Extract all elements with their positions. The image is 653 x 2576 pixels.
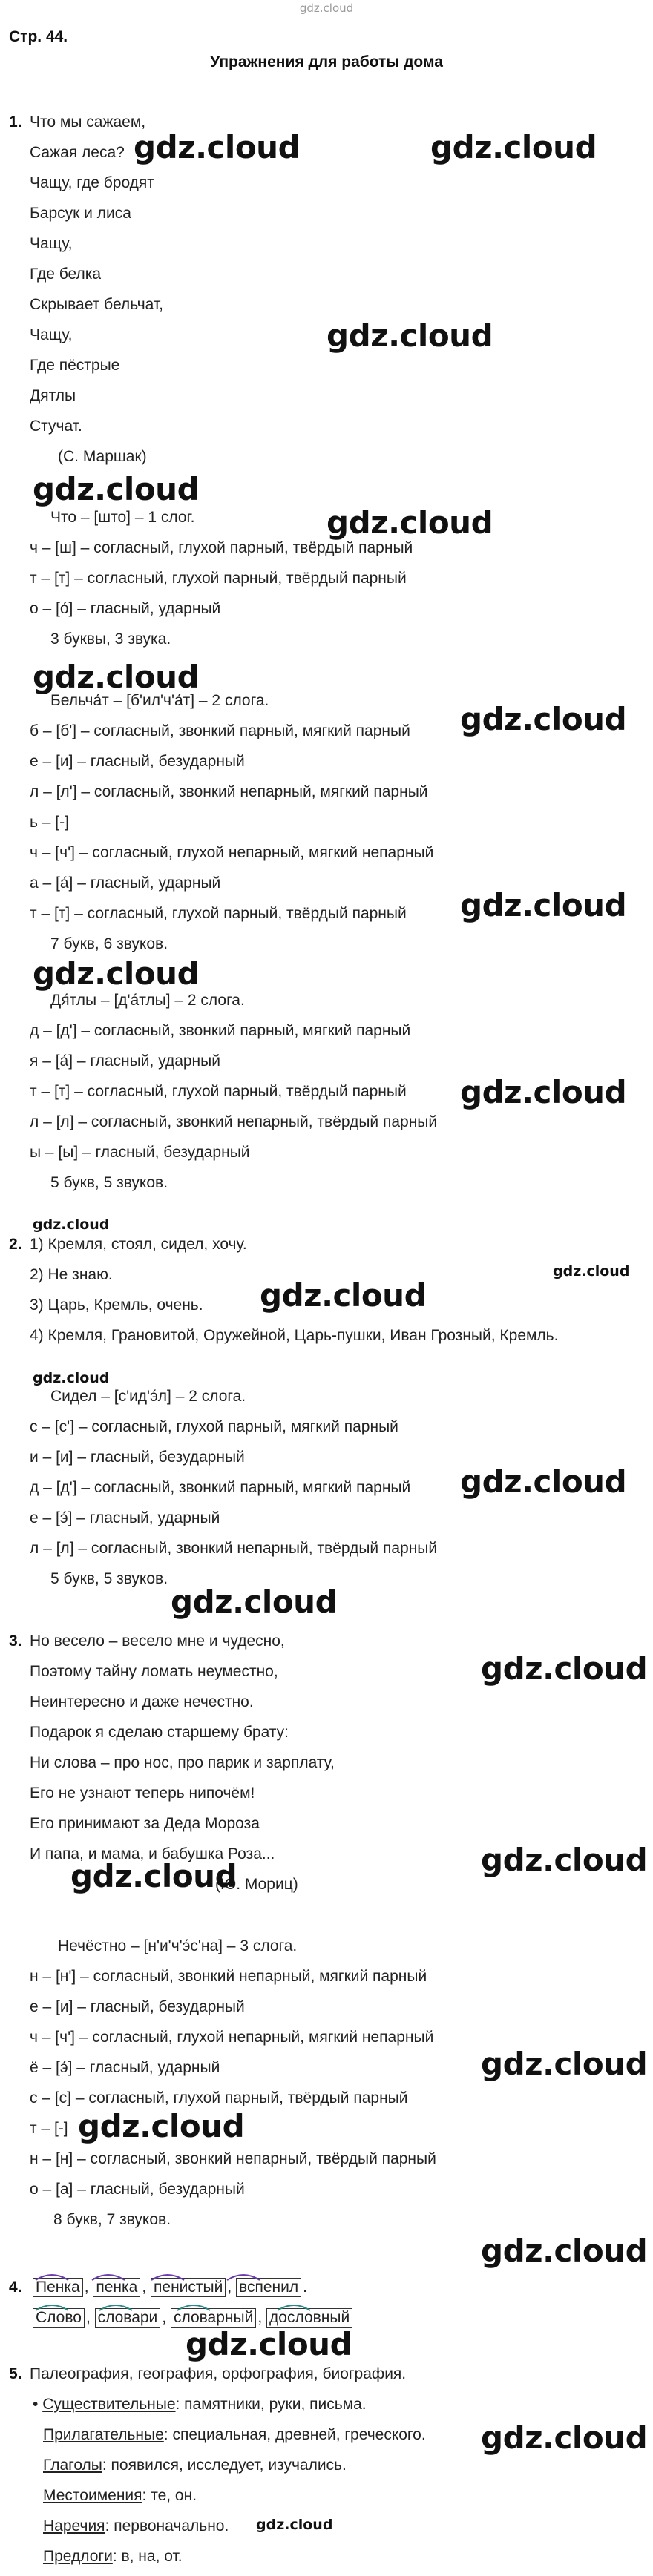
sound-row: б – [б'] – согласный, звонкий парный, мягкий парный	[30, 722, 410, 739]
watermark: gdz.cloud	[256, 2517, 333, 2533]
watermark: gdz.cloud	[460, 701, 627, 737]
parts-of-speech-item	[43, 2486, 197, 2506]
exercise-2-item: 1) Кремля, стоял, сидел, хочу.	[30, 1236, 247, 1253]
poem-line: Скрывает бельчат,	[30, 296, 164, 313]
word-analysis-title: Нечёстно – [н'и'ч'э́с'на] – 3 слога.	[58, 1937, 298, 1954]
watermark: gdz.cloud	[326, 317, 493, 354]
word-summary: 3 буквы, 3 звука.	[50, 630, 171, 648]
sound-row: ё – [э́] – гласный, ударный	[30, 2059, 220, 2076]
part-of-speech-words: : появился, исследует, изучались.	[102, 2457, 347, 2474]
word-family-item: Пенка	[33, 2278, 83, 2297]
poem-line: Его не узнают теперь нипочём!	[30, 1785, 255, 1802]
word-family-row-2: Слово , словари , словарный , дословный	[33, 2308, 354, 2328]
watermark: gdz.cloud	[171, 1584, 338, 1620]
sound-row: л – [л] – согласный, звонкий непарный, твёрдый парный	[30, 1540, 438, 1557]
watermark: gdz.cloud	[33, 1370, 110, 1386]
section-title: Упражнения для работы дома	[210, 53, 443, 70]
word-family-item: Слово	[33, 2308, 85, 2328]
poem-line: Чащу,	[30, 326, 73, 343]
exercise-2-item: 2) Не знаю.	[30, 1266, 113, 1283]
poem-line: Ни слова – про нос, про парик и зарплату,	[30, 1754, 335, 1771]
watermark: gdz.cloud	[33, 1216, 110, 1233]
word-family-item: дословный	[266, 2308, 352, 2328]
sound-row: ы – [ы] – гласный, безударный	[30, 1144, 250, 1161]
sound-row: д – [д'] – согласный, звонкий парный, мягкий парный	[30, 1022, 411, 1039]
parts-of-speech-item	[43, 2517, 229, 2536]
sound-row: ч – [ш] – согласный, глухой парный, твёрдый парный	[30, 539, 413, 556]
part-of-speech-words: : памятники, руки, письма.	[175, 2396, 367, 2413]
sound-row: ч – [ч'] – согласный, глухой непарный, мягкий непарный	[30, 2029, 434, 2046]
sound-row: е – [и] – гласный, безударный	[30, 753, 245, 770]
sound-row: ь – [-]	[30, 814, 69, 831]
poem-line: Барсук и лиса	[30, 205, 131, 222]
sound-row: л – [л'] – согласный, звонкий непарный, мягкий парный	[30, 783, 428, 800]
watermark: gdz.cloud	[460, 1074, 627, 1110]
part-of-speech-words: : первоначально.	[105, 2517, 229, 2534]
sound-row: ч – [ч'] – согласный, глухой непарный, мягкий непарный	[30, 844, 434, 861]
part-of-speech-label: Существительные	[42, 2396, 176, 2413]
watermark: gdz.cloud	[186, 2326, 352, 2362]
parts-of-speech-item	[43, 2547, 183, 2566]
word-summary: 5 букв, 5 звуков.	[50, 1174, 168, 1191]
poem-line: Что мы сажаем,	[30, 113, 146, 131]
watermark: gdz.cloud	[553, 1263, 630, 1279]
exercise-1-number: 1.	[9, 113, 22, 131]
top-watermark: gdz.cloud	[299, 1, 354, 15]
poem-author: (С. Маршак)	[58, 448, 147, 465]
parts-of-speech-item	[43, 2456, 347, 2475]
part-of-speech-label: Глаголы	[43, 2457, 102, 2474]
watermark: gdz.cloud	[460, 887, 627, 923]
poem-line: Подарок я сделаю старшему брату:	[30, 1724, 289, 1741]
word-summary: 8 букв, 7 звуков.	[53, 2211, 171, 2228]
sound-row: о – [а] – гласный, безударный	[30, 2181, 245, 2198]
sound-row: е – [э́] – гласный, ударный	[30, 1509, 220, 1526]
watermark: gdz.cloud	[134, 129, 301, 165]
word-summary: 7 букв, 6 звуков.	[50, 935, 168, 952]
sound-row: и – [и] – гласный, безударный	[30, 1449, 245, 1466]
poem-line: Но весело – весело мне и чудесно,	[30, 1633, 285, 1650]
word-summary: 5 букв, 5 звуков.	[50, 1570, 168, 1587]
poem-line: Его принимают за Деда Мороза	[30, 1815, 260, 1832]
word-family-item: вспенил	[236, 2278, 301, 2297]
watermark: gdz.cloud	[481, 2233, 648, 2269]
watermark: gdz.cloud	[326, 504, 493, 541]
sound-row: т – [т] – согласный, глухой парный, твёрдый парный	[30, 905, 407, 922]
word-family-row-1: Пенка , пенка , пенистый , вспенил .	[33, 2278, 307, 2297]
exercise-4-number: 4.	[9, 2279, 22, 2296]
part-of-speech-words: : в, на, от.	[112, 2548, 183, 2565]
exercise-5-intro: Палеография, география, орфография, биография.	[30, 2365, 407, 2382]
watermark: gdz.cloud	[481, 2419, 648, 2456]
exercise-3-number: 3.	[9, 1633, 22, 1650]
word-analysis-title: Дя́тлы – [д'а́тлы] – 2 слога.	[50, 992, 245, 1009]
word-family-item: словари	[95, 2308, 161, 2328]
poem-line: Где пёстрые	[30, 357, 120, 374]
root-arcs	[33, 2270, 367, 2283]
sound-row: н – [н'] – согласный, звонкий непарный, мягкий парный	[30, 1968, 427, 1985]
watermark: gdz.cloud	[460, 1463, 627, 1500]
exercise-5-number: 5.	[9, 2365, 22, 2382]
sound-row: л – [л] – согласный, звонкий непарный, твёрдый парный	[30, 1113, 438, 1130]
word-family-item: пенистый	[151, 2278, 226, 2297]
watermark: gdz.cloud	[33, 471, 200, 507]
exercise-2-item: 3) Царь, Кремль, очень.	[30, 1297, 203, 1314]
part-of-speech-label: Прилагательные	[43, 2426, 164, 2443]
poem-line: Чащу, где бродят	[30, 174, 154, 191]
sound-row: я – [а́] – гласный, ударный	[30, 1053, 220, 1070]
root-arcs	[33, 2300, 404, 2313]
watermark: gdz.cloud	[33, 955, 200, 992]
watermark: gdz.cloud	[481, 2046, 648, 2082]
part-of-speech-label: Местоимения	[43, 2487, 142, 2504]
watermark: gdz.cloud	[33, 659, 200, 695]
part-of-speech-words: : специальная, древней, греческого.	[163, 2426, 426, 2443]
page-number: Стр. 44.	[9, 28, 68, 45]
word-analysis-title: Что – [што] – 1 слог.	[50, 509, 195, 526]
watermark: gdz.cloud	[481, 1650, 648, 1687]
sound-row: т – [-]	[30, 2120, 68, 2137]
watermark: gdz.cloud	[481, 1842, 648, 1878]
exercise-2-item: 4) Кремля, Грановитой, Оружейной, Царь-пушки, Иван Грозный, Кремль.	[30, 1327, 559, 1344]
sound-row: е – [и] – гласный, безударный	[30, 1998, 245, 2015]
watermark: gdz.cloud	[70, 1858, 237, 1894]
sound-row: т – [т] – согласный, глухой парный, твёрдый парный	[30, 1083, 407, 1100]
word-analysis-title: Бельча́т – [б'ил'ч'а́т] – 2 слога.	[50, 692, 269, 709]
poem-line: Где белка	[30, 266, 102, 283]
watermark: gdz.cloud	[260, 1277, 427, 1314]
watermark: gdz.cloud	[430, 129, 597, 165]
poem-line: Дятлы	[30, 387, 76, 404]
sound-row: а – [а́] – гласный, ударный	[30, 874, 221, 892]
sound-row: о – [о́] – гласный, ударный	[30, 600, 221, 617]
sound-row: т – [т] – согласный, глухой парный, твёрдый парный	[30, 570, 407, 587]
sound-row: н – [н] – согласный, звонкий непарный, твёрдый парный	[30, 2150, 436, 2167]
word-family-item: пенка	[93, 2278, 140, 2297]
part-of-speech-words: : те, он.	[142, 2487, 197, 2504]
poem-line: Поэтому тайну ломать неуместно,	[30, 1663, 278, 1680]
parts-of-speech-item: • Существительные: памятники, руки, письма.	[33, 2396, 367, 2413]
part-of-speech-label: Наречия	[43, 2517, 105, 2534]
poem-line: Сажая леса?	[30, 144, 125, 161]
watermark: gdz.cloud	[78, 2108, 245, 2144]
part-of-speech-label: Предлоги	[43, 2548, 113, 2565]
poem-line: Чащу,	[30, 235, 73, 252]
sound-row: с – [с'] – согласный, глухой парный, мягкий парный	[30, 1418, 398, 1435]
word-analysis-title: Сидел – [с'ид'э́л] – 2 слога.	[50, 1388, 246, 1405]
exercise-2-number: 2.	[9, 1236, 22, 1253]
poem-line: Неинтересно и даже нечестно.	[30, 1693, 254, 1710]
poem-author: (Ю. Мориц)	[215, 1876, 298, 1893]
sound-row: д – [д'] – согласный, звонкий парный, мягкий парный	[30, 1479, 411, 1496]
word-family-item: словарный	[171, 2308, 256, 2328]
poem-line: Стучат.	[30, 418, 82, 435]
poem-line: И папа, и мама, и бабушка Роза...	[30, 1845, 275, 1862]
sound-row: с – [с] – согласный, глухой парный, твёрдый парный	[30, 2089, 408, 2106]
parts-of-speech-item	[43, 2425, 426, 2445]
